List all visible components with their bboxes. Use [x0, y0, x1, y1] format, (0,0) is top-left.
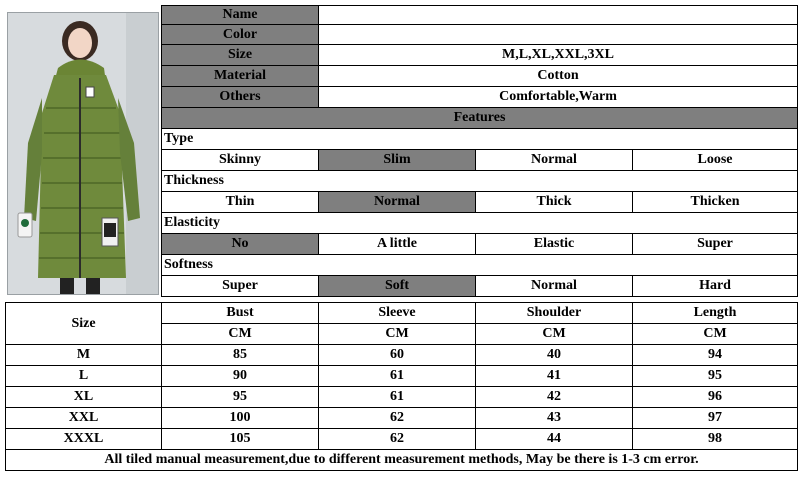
- bust-cell: 95: [162, 387, 319, 408]
- feature-elasticity-label-row: [162, 213, 798, 234]
- shoulder-cell: 42: [476, 387, 633, 408]
- shoulder-unit: CM: [476, 324, 633, 345]
- material-label: Material: [162, 66, 319, 87]
- feature-thickness-option-1-selected: Normal: [319, 192, 476, 213]
- color-label: Color: [162, 25, 319, 45]
- sleeve-unit: CM: [319, 324, 476, 345]
- feature-type-label-row: [162, 129, 798, 150]
- feature-softness-label: Softness: [162, 255, 798, 276]
- feature-elasticity-options: [162, 234, 798, 255]
- shoulder-header: Shoulder: [476, 303, 633, 324]
- size-header-row: [6, 303, 798, 324]
- table-row: [6, 408, 798, 429]
- name-label: Name: [162, 6, 319, 25]
- shoulder-cell: 40: [476, 345, 633, 366]
- product-photo: [7, 12, 159, 295]
- info-row-name: [162, 6, 798, 25]
- feature-thickness-option-2: Thick: [476, 192, 633, 213]
- bust-header: Bust: [162, 303, 319, 324]
- color-value: [319, 25, 798, 45]
- others-label: Others: [162, 87, 319, 108]
- feature-thickness-option-3: Thicken: [633, 192, 798, 213]
- size-label: Size: [162, 45, 319, 66]
- material-value: Cotton: [319, 66, 798, 87]
- shoulder-cell: 43: [476, 408, 633, 429]
- feature-elasticity-option-3: Super: [633, 234, 798, 255]
- bust-cell: 100: [162, 408, 319, 429]
- length-header: Length: [633, 303, 798, 324]
- bust-cell: 85: [162, 345, 319, 366]
- feature-softness-options: [162, 276, 798, 297]
- info-row-others: [162, 87, 798, 108]
- length-cell: 95: [633, 366, 798, 387]
- size-cell: XXXL: [6, 429, 162, 450]
- size-cell: XL: [6, 387, 162, 408]
- length-cell: 97: [633, 408, 798, 429]
- feature-thickness-option-0: Thin: [162, 192, 319, 213]
- feature-thickness-label-row: [162, 171, 798, 192]
- feature-softness-option-3: Hard: [633, 276, 798, 297]
- feature-elasticity-option-2: Elastic: [476, 234, 633, 255]
- size-chart-table: [5, 302, 798, 471]
- feature-type-option-2: Normal: [476, 150, 633, 171]
- sleeve-cell: 62: [319, 429, 476, 450]
- feature-type-options: [162, 150, 798, 171]
- bust-cell: 105: [162, 429, 319, 450]
- size-column-header: Size: [6, 303, 162, 345]
- size-cell: M: [6, 345, 162, 366]
- feature-elasticity-label: Elasticity: [162, 213, 798, 234]
- table-row: [6, 387, 798, 408]
- others-value: Comfortable,Warm: [319, 87, 798, 108]
- shoulder-cell: 41: [476, 366, 633, 387]
- features-header-row: [162, 108, 798, 129]
- feature-type-option-0: Skinny: [162, 150, 319, 171]
- feature-type-option-1-selected: Slim: [319, 150, 476, 171]
- info-row-material: [162, 66, 798, 87]
- shoulder-cell: 44: [476, 429, 633, 450]
- name-value: [319, 6, 798, 25]
- table-row: [6, 366, 798, 387]
- sleeve-cell: 61: [319, 366, 476, 387]
- bust-cell: 90: [162, 366, 319, 387]
- info-row-color: [162, 25, 798, 45]
- measurement-note-row: [6, 450, 798, 471]
- product-info-table: [161, 5, 798, 297]
- feature-thickness-options: [162, 192, 798, 213]
- length-unit: CM: [633, 324, 798, 345]
- measurement-note: All tiled manual measurement,due to different measurement methods, May be there is 1-3 cm error.: [6, 450, 798, 471]
- sleeve-cell: 62: [319, 408, 476, 429]
- size-cell: L: [6, 366, 162, 387]
- length-cell: 96: [633, 387, 798, 408]
- length-cell: 98: [633, 429, 798, 450]
- length-cell: 94: [633, 345, 798, 366]
- feature-elasticity-option-1: A little: [319, 234, 476, 255]
- table-row: [6, 345, 798, 366]
- feature-elasticity-option-0-selected: No: [162, 234, 319, 255]
- sleeve-cell: 60: [319, 345, 476, 366]
- features-title: Features: [162, 108, 798, 129]
- feature-softness-option-1-selected: Soft: [319, 276, 476, 297]
- feature-softness-label-row: [162, 255, 798, 276]
- feature-type-option-3: Loose: [633, 150, 798, 171]
- size-cell: XXL: [6, 408, 162, 429]
- feature-type-label: Type: [162, 129, 798, 150]
- info-row-size: [162, 45, 798, 66]
- feature-thickness-label: Thickness: [162, 171, 798, 192]
- sleeve-cell: 61: [319, 387, 476, 408]
- feature-softness-option-0: Super: [162, 276, 319, 297]
- model-coat-illustration: [8, 13, 158, 294]
- bust-unit: CM: [162, 324, 319, 345]
- size-value: M,L,XL,XXL,3XL: [319, 45, 798, 66]
- feature-softness-option-2: Normal: [476, 276, 633, 297]
- table-row: [6, 429, 798, 450]
- sleeve-header: Sleeve: [319, 303, 476, 324]
